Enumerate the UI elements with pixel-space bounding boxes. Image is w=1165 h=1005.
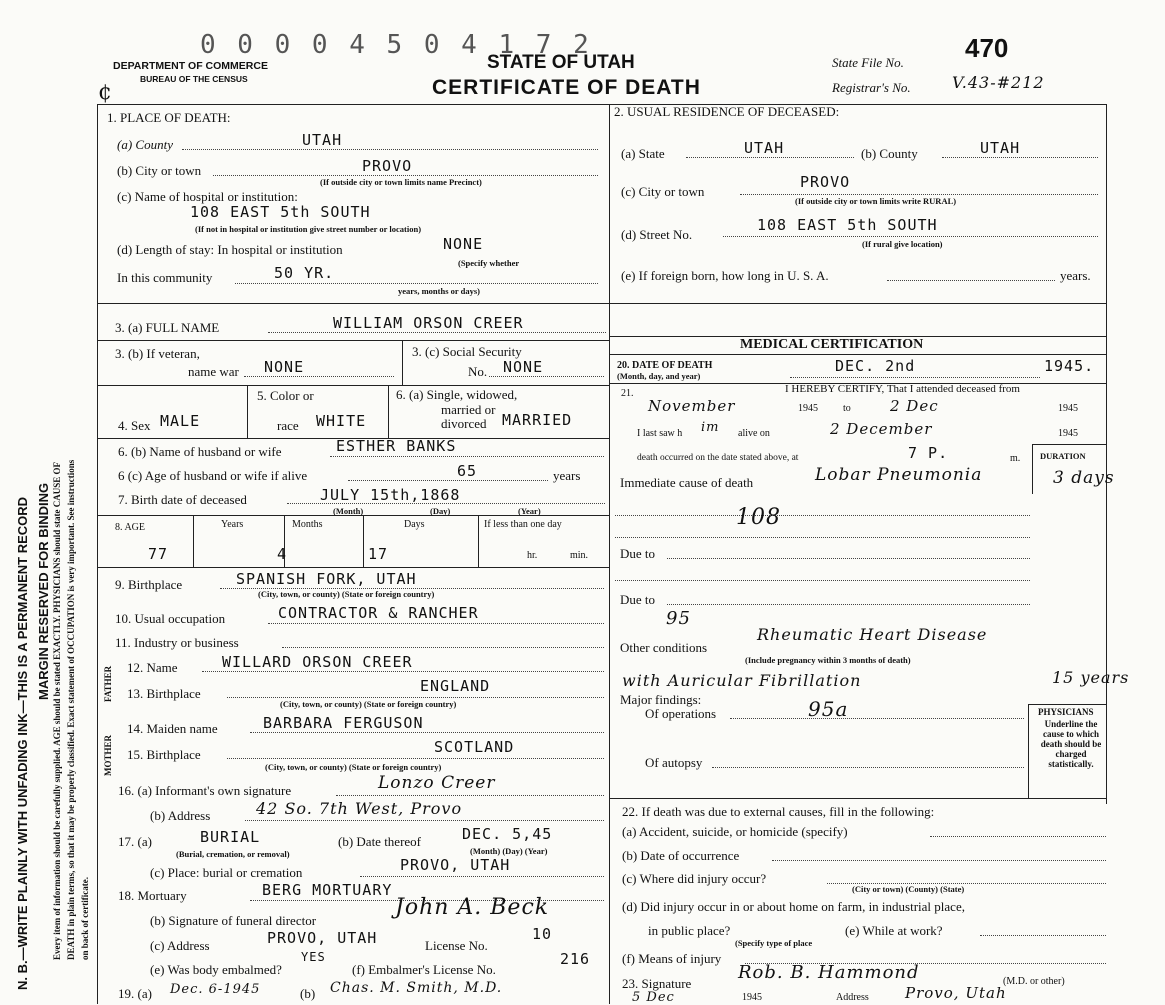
state-file-number: 470 xyxy=(965,33,1009,63)
burial-note: (Burial, cremation, or removal) xyxy=(176,849,290,859)
res-city-label: (c) City or town xyxy=(621,184,705,199)
physician-address-label: Address xyxy=(836,992,869,1003)
embalmed-label: (e) Was body embalmed? xyxy=(150,962,282,977)
father-bp-value: ENGLAND xyxy=(420,677,491,695)
state-heading: STATE OF UTAH xyxy=(487,52,635,73)
director-signature: John A. Beck xyxy=(395,895,550,920)
place-of-death-heading: 1. PLACE OF DEATH: xyxy=(107,110,231,125)
other-condition-2: with Auricular Fibrillation xyxy=(622,671,862,690)
director-label: (b) Signature of funeral director xyxy=(150,913,317,928)
ss-no-label: No. xyxy=(468,364,488,379)
saw-date: 2 December xyxy=(830,420,933,438)
registrar-label: Registrar's No. xyxy=(832,80,911,95)
age-months-value: 4 xyxy=(277,545,288,563)
attended-from: November xyxy=(648,397,736,415)
ss-value: NONE xyxy=(503,358,544,376)
embalmer-value: 216 xyxy=(560,950,591,968)
father-name-label: 12. Name xyxy=(127,660,178,675)
embalmed-value: YES xyxy=(301,950,326,964)
dod-value: DEC. 2nd xyxy=(835,357,916,375)
duration-1: 3 days xyxy=(1053,468,1115,488)
res-years-label: years. xyxy=(1060,268,1091,283)
sex-label: 4. Sex xyxy=(118,418,151,433)
hospital-label: (c) Name of hospital or institution: xyxy=(117,189,298,204)
stay-label: (d) Length of stay: In hospital or institution xyxy=(117,242,343,257)
death-city-label: (b) City or town xyxy=(117,163,202,178)
res-state-value: UTAH xyxy=(744,139,785,157)
res-street-note: (If rural give location) xyxy=(862,239,943,249)
serial-number: 0 0 0 0 4 5 0 4 1 7 2 xyxy=(200,30,592,60)
father-side-label: FATHER xyxy=(103,665,113,702)
spouse-years-label: years xyxy=(553,468,581,483)
marital-label-1: 6. (a) Single, widowed, xyxy=(396,387,518,402)
burial-value: BURIAL xyxy=(200,828,261,846)
marital-label-2: married or xyxy=(441,402,496,417)
full-name-value: WILLIAM ORSON CREER xyxy=(333,314,524,332)
external-d-note: (Specify type of place xyxy=(735,938,813,948)
immediate-label: Immediate cause of death xyxy=(620,475,754,490)
cause-code-2: 95 xyxy=(666,608,691,629)
binding-margin-notice: N. B.—WRITE PLAINLY WITH UNFADING INK—THIS IS A PERMANENT RECORD xyxy=(15,496,30,990)
margin-instructions-1: Every item of information should be carefully supplied. AGE should be stated EXACTLY. PHYSICIANS should state CAUSE OF xyxy=(52,462,62,960)
spouse-age-label: 6 (c) Age of husband or wife if alive xyxy=(118,468,308,483)
external-b: (b) Date of occurrence xyxy=(622,848,740,863)
res-street-label: (d) Street No. xyxy=(621,227,693,242)
cent-mark-icon: ¢ xyxy=(98,80,112,105)
age-less-header: If less than one day xyxy=(484,519,562,530)
external-e: (e) While at work? xyxy=(845,923,943,938)
age-label: 8. AGE xyxy=(115,522,145,533)
md-label: (M.D. or other) xyxy=(1003,976,1065,987)
occurred-label: death occurred on the date stated above, at xyxy=(637,453,799,463)
death-county-value: UTAH xyxy=(302,131,343,149)
major-findings-label: Major findings: xyxy=(620,692,702,707)
external-f: (f) Means of injury xyxy=(622,951,722,966)
signature-label: 23. Signature xyxy=(622,976,692,991)
birth-label: 7. Birth date of deceased xyxy=(118,492,247,507)
age-min-label: min. xyxy=(570,550,589,561)
other-label: Other conditions xyxy=(620,640,708,655)
row19-b-label: (b) xyxy=(300,986,316,1001)
external-a: (a) Accident, suicide, or homicide (specify) xyxy=(622,824,848,839)
alive-on-label: alive on xyxy=(738,428,770,439)
full-name-label: 3. (a) FULL NAME xyxy=(115,320,220,335)
spouse-age-value: 65 xyxy=(457,462,478,480)
mother-name-label: 14. Maiden name xyxy=(127,721,218,736)
res-county-value: UTAH xyxy=(980,139,1021,157)
page-title: CERTIFICATE OF DEATH xyxy=(432,76,701,99)
certify-text: I HEREBY CERTIFY, That I attended deceased from xyxy=(785,383,1020,395)
industry-label: 11. Industry or business xyxy=(115,635,239,650)
signed-date: 5 Dec xyxy=(632,990,675,1005)
license-label: License No. xyxy=(425,938,488,953)
death-m: m. xyxy=(1010,453,1021,464)
mother-bp-label: 15. Birthplace xyxy=(127,747,201,762)
death-county-label: (a) County xyxy=(117,137,173,152)
registrar-number: V.43-#212 xyxy=(952,73,1045,92)
other-condition-1: Rheumatic Heart Disease xyxy=(757,625,988,644)
war-value: NONE xyxy=(264,358,305,376)
saw-him: im xyxy=(701,420,720,435)
margin-instructions-3: on back of certificate. xyxy=(80,877,90,960)
margin-instructions-2: DEATH in plain terms, so that it may be properly classified. Exact statement of OCCUPATION is very important. See instructions xyxy=(66,459,76,960)
birth-value: JULY 15th,1868 xyxy=(320,486,461,504)
res-street-value: 108 EAST 5th SOUTH xyxy=(757,216,938,234)
age-hr-label: hr. xyxy=(527,550,538,561)
license-value: 10 xyxy=(532,925,553,943)
age-years-header: Years xyxy=(221,519,244,530)
birth-day-note: (Day) xyxy=(430,506,451,516)
hospital-note: (If not in hospital or institution give street number or location) xyxy=(195,224,422,234)
physician-signature: Rob. B. Hammond xyxy=(738,962,920,983)
res-foreign-label: (e) If foreign born, how long in U. S. A. xyxy=(621,268,829,283)
spouse-label: 6. (b) Name of husband or wife xyxy=(118,444,282,459)
autopsy-label: Of autopsy xyxy=(645,755,703,770)
row19-date: Dec. 6-1945 xyxy=(170,982,261,997)
death-city-value: PROVO xyxy=(362,157,413,175)
row19-signature: Chas. M. Smith, M.D. xyxy=(330,980,503,996)
physician-header: PHYSICIANS xyxy=(1038,707,1094,717)
mortuary-label: 18. Mortuary xyxy=(118,888,187,903)
birthplace-label: 9. Birthplace xyxy=(115,577,183,592)
res-city-value: PROVO xyxy=(800,173,851,191)
attended-to: 2 Dec xyxy=(890,397,939,415)
mortuary-value: BERG MORTUARY xyxy=(262,881,393,899)
mortuary-address-label: (c) Address xyxy=(150,938,210,953)
residence-heading: 2. USUAL RESIDENCE OF DECEASED: xyxy=(614,104,840,119)
dod-note: (Month, day, and year) xyxy=(617,371,701,381)
birth-year-note: (Year) xyxy=(518,506,541,516)
burial-place-label: (c) Place: burial or cremation xyxy=(150,865,303,880)
binding-margin-title: MARGIN RESERVED FOR BINDING xyxy=(36,482,51,700)
saw-label: I last saw h xyxy=(637,428,683,439)
father-bp-label: 13. Birthplace xyxy=(127,686,201,701)
death-hour: 7 P. xyxy=(908,444,949,462)
bureau-census: BUREAU OF THE CENSUS xyxy=(140,74,248,84)
state-file-label: State File No. xyxy=(832,55,904,70)
informant-address: 42 So. 7th West, Provo xyxy=(256,799,463,818)
informant-signature: Lonzo Creer xyxy=(378,773,496,793)
attended-to-label: to xyxy=(843,403,851,414)
race-value: WHITE xyxy=(316,412,367,430)
duration-2: 15 years xyxy=(1052,668,1130,687)
marital-label-3: divorced xyxy=(441,416,487,431)
occupation-label: 10. Usual occupation xyxy=(115,611,226,626)
occupation-value: CONTRACTOR & RANCHER xyxy=(278,604,479,622)
burial-date-label: (b) Date thereof xyxy=(338,834,422,849)
burial-label: 17. (a) xyxy=(118,834,152,849)
due-to-label-2: Due to xyxy=(620,592,656,607)
attended-from-year: 1945 xyxy=(798,403,818,414)
dept-commerce: DEPARTMENT OF COMMERCE xyxy=(113,60,268,72)
spouse-value: ESTHER BANKS xyxy=(336,437,457,455)
age-days-value: 17 xyxy=(368,545,389,563)
birthplace-note: (City, town, or county) (State or foreign country) xyxy=(258,589,435,599)
res-county-label: (b) County xyxy=(861,146,918,161)
stay-hospital-value: NONE xyxy=(443,235,484,253)
mortuary-address-value: PROVO, UTAH xyxy=(267,929,378,947)
immediate-cause: Lobar Pneumonia xyxy=(815,465,983,485)
dod-label: 20. DATE OF DEATH xyxy=(617,360,713,371)
attended-to-year: 1945 xyxy=(1058,403,1078,414)
embalmer-label: (f) Embalmer's License No. xyxy=(352,962,496,977)
color-label: 5. Color or xyxy=(257,388,314,403)
external-c-note: (City or town) (County) (State) xyxy=(852,884,965,894)
operations-label: Of operations xyxy=(645,706,717,721)
community-label: In this community xyxy=(117,270,213,285)
age-days-header: Days xyxy=(404,519,425,530)
mother-bp-value: SCOTLAND xyxy=(434,738,515,756)
burial-date-note: (Month) (Day) (Year) xyxy=(470,846,548,856)
other-note: (Include pregnancy within 3 months of death) xyxy=(745,655,911,665)
due-to-label-1: Due to xyxy=(620,546,656,561)
signed-year: 1945 xyxy=(742,992,762,1003)
mother-name-value: BARBARA FERGUSON xyxy=(263,714,424,732)
age-months-header: Months xyxy=(292,519,323,530)
birth-month-note: (Month) xyxy=(333,506,364,516)
mother-side-label: MOTHER xyxy=(103,734,113,776)
specify-note: (Specify whether xyxy=(458,258,520,268)
marital-value: MARRIED xyxy=(502,411,573,429)
dod-year: 1945. xyxy=(1044,357,1095,375)
duration-header: DURATION xyxy=(1040,451,1086,461)
father-bp-note: (City, town, or county) (State or foreign country) xyxy=(280,699,457,709)
cause-code-1: 108 xyxy=(736,505,781,530)
sex-value: MALE xyxy=(160,412,201,430)
veteran-label: 3. (b) If veteran, xyxy=(115,346,200,361)
burial-place-value: PROVO, UTAH xyxy=(400,856,511,874)
res-state-label: (a) State xyxy=(621,146,665,161)
cert-number: 21. xyxy=(621,388,634,399)
ss-label: 3. (c) Social Security xyxy=(412,344,522,359)
units-note: years, months or days) xyxy=(398,286,481,296)
physician-note: Underline the cause to which death should be charged statistically. xyxy=(1040,719,1102,769)
war-label: name war xyxy=(188,364,239,379)
row19-label: 19. (a) xyxy=(118,986,152,1001)
birthplace-value: SPANISH FORK, UTAH xyxy=(236,570,417,588)
res-city-note: (If outside city or town limits write RURAL) xyxy=(795,196,957,206)
stay-community-value: 50 YR. xyxy=(274,264,335,282)
race-label: race xyxy=(277,418,299,433)
burial-date-value: DEC. 5,45 xyxy=(462,825,553,843)
medical-heading: MEDICAL CERTIFICATION xyxy=(740,337,924,352)
external-c: (c) Where did injury occur? xyxy=(622,871,767,886)
death-city-note: (If outside city or town limits name Precinct) xyxy=(320,177,482,187)
age-years-value: 77 xyxy=(148,545,169,563)
hospital-value: 108 EAST 5th SOUTH xyxy=(190,203,371,221)
physician-address: Provo, Utah xyxy=(905,984,1007,1002)
external-d2: in public place? xyxy=(648,923,731,938)
cause-code-3: 95a xyxy=(808,697,849,721)
external-heading: 22. If death was due to external causes, fill in the following: xyxy=(622,804,935,819)
informant-label: 16. (a) Informant's own signature xyxy=(118,783,292,798)
mother-bp-note: (City, town, or county) (State or foreign country) xyxy=(265,762,442,772)
external-d: (d) Did injury occur in or about home on farm, in industrial place, xyxy=(622,899,965,914)
informant-address-label: (b) Address xyxy=(150,808,211,823)
father-name-value: WILLARD ORSON CREER xyxy=(222,653,413,671)
saw-year: 1945 xyxy=(1058,428,1078,439)
